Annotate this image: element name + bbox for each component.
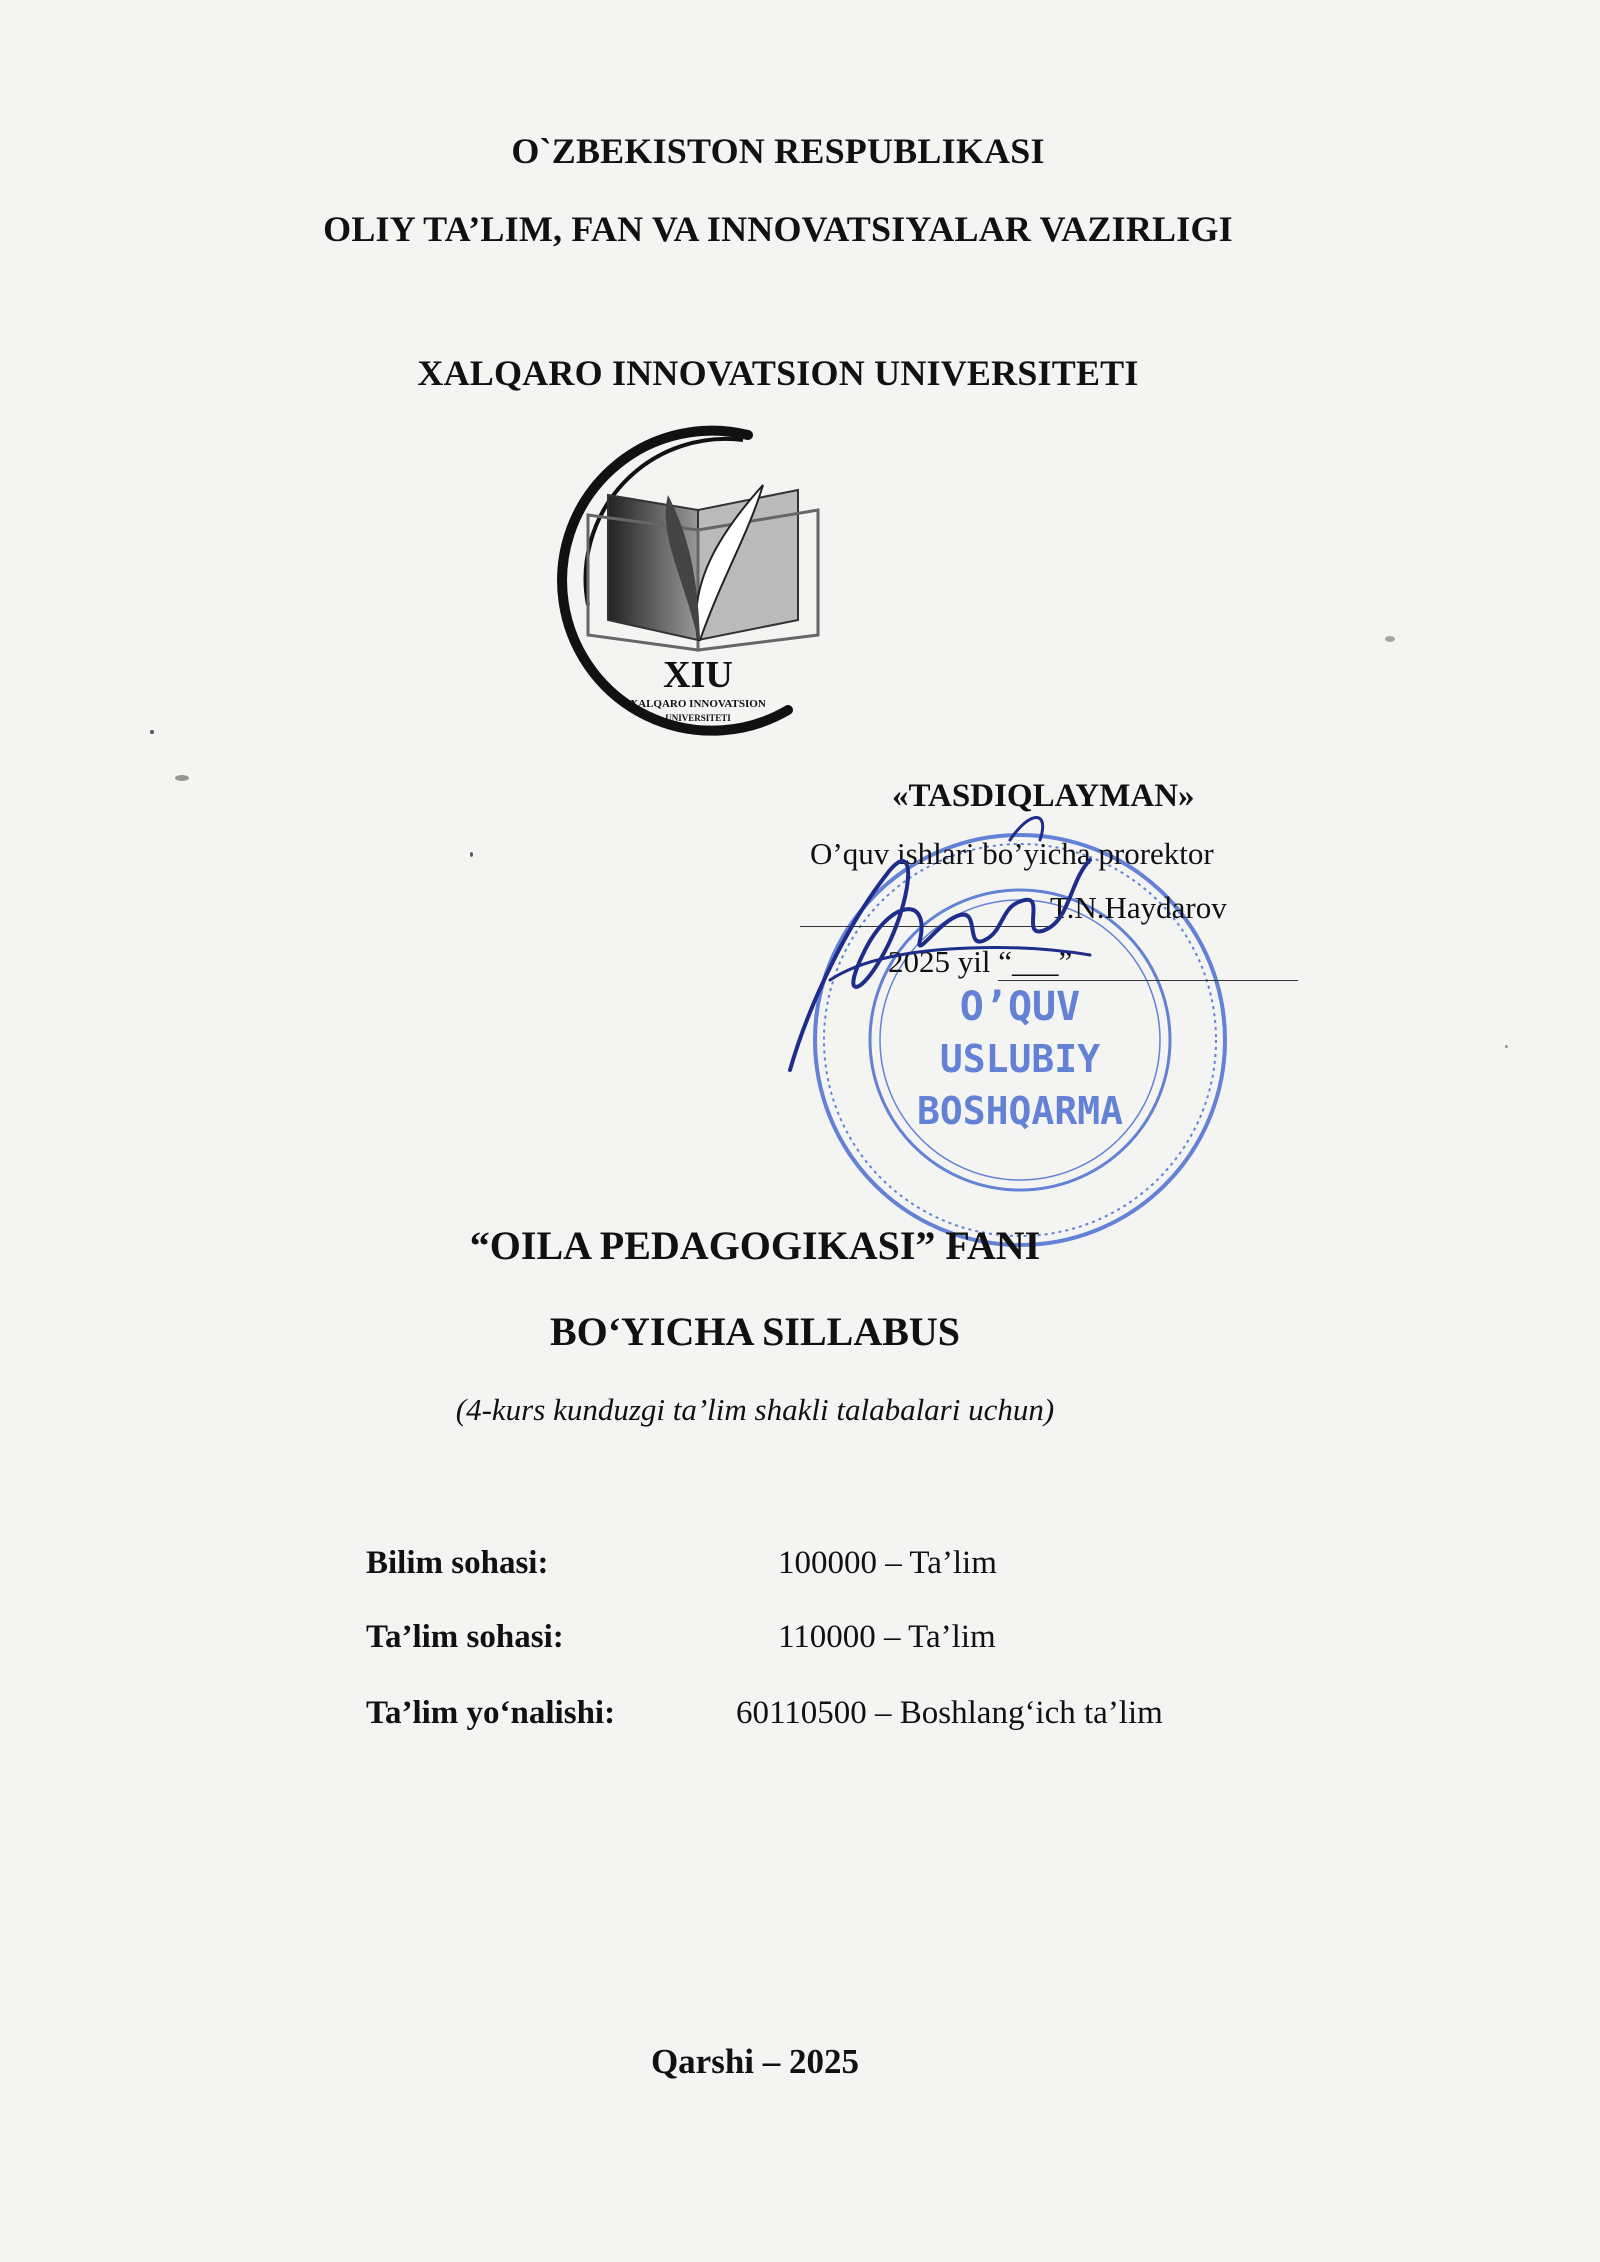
stamp-line1: O’QUV bbox=[959, 984, 1081, 1030]
field-label: Ta’lim sohasi: bbox=[366, 1619, 564, 1655]
field-value: 100000 – Ta’lim bbox=[778, 1545, 997, 1581]
logo-abbr: XIU bbox=[663, 654, 733, 696]
approver-name: T.N.Haydarov bbox=[1050, 890, 1227, 925]
logo-line2: UNIVERSITETI bbox=[665, 713, 731, 723]
stamp-line3: BOSHQARMA bbox=[917, 1089, 1123, 1133]
place-year: Qarshi – 2025 bbox=[650, 2042, 860, 2081]
document-subtitle: (4-kurs kunduzgi ta’lim shakli talabalari uchun) bbox=[455, 1392, 1055, 1427]
scan-speck bbox=[150, 730, 154, 734]
university-heading: XALQARO INNOVATSION UNIVERSITETI bbox=[417, 353, 1139, 393]
scan-speck bbox=[470, 852, 473, 857]
university-logo bbox=[548, 425, 868, 745]
field-label: Ta’lim yo‘nalishi: bbox=[366, 1695, 616, 1731]
field-value: 110000 – Ta’lim bbox=[778, 1619, 996, 1655]
country-heading: O`ZBEKISTON RESPUBLIKASI bbox=[511, 131, 1045, 171]
handwritten-signature bbox=[770, 800, 1110, 1100]
stamp-line2: USLUBIY bbox=[939, 1037, 1101, 1081]
approval-date: 2025 yil “___” bbox=[888, 944, 1073, 979]
scan-speck bbox=[1385, 636, 1395, 642]
field-row bbox=[366, 1545, 1366, 1595]
scan-speck bbox=[175, 775, 189, 781]
logo-line1: XALQARO INNOVATSION bbox=[630, 698, 766, 710]
approval-role: O’quv ishlari bo’yicha prorektor bbox=[810, 836, 1214, 871]
book-icon bbox=[588, 485, 818, 650]
document-title-line2: BO‘YICHA SILLABUS bbox=[549, 1309, 961, 1354]
field-label: Bilim sohasi: bbox=[366, 1545, 549, 1581]
field-row bbox=[366, 1619, 1366, 1669]
scan-speck bbox=[1505, 1045, 1508, 1048]
field-row bbox=[366, 1695, 1366, 1745]
field-value: 60110500 – Boshlang‘ich ta’lim bbox=[736, 1695, 1163, 1731]
document-title-line1: “OILA PEDAGOGIKASI” FANI bbox=[469, 1223, 1041, 1268]
approval-title: «TASDIQLAYMAN» bbox=[892, 778, 1195, 814]
ministry-heading: OLIY TA’LIM, FAN VA INNOVATSIYALAR VAZIRLIGI bbox=[323, 209, 1233, 249]
